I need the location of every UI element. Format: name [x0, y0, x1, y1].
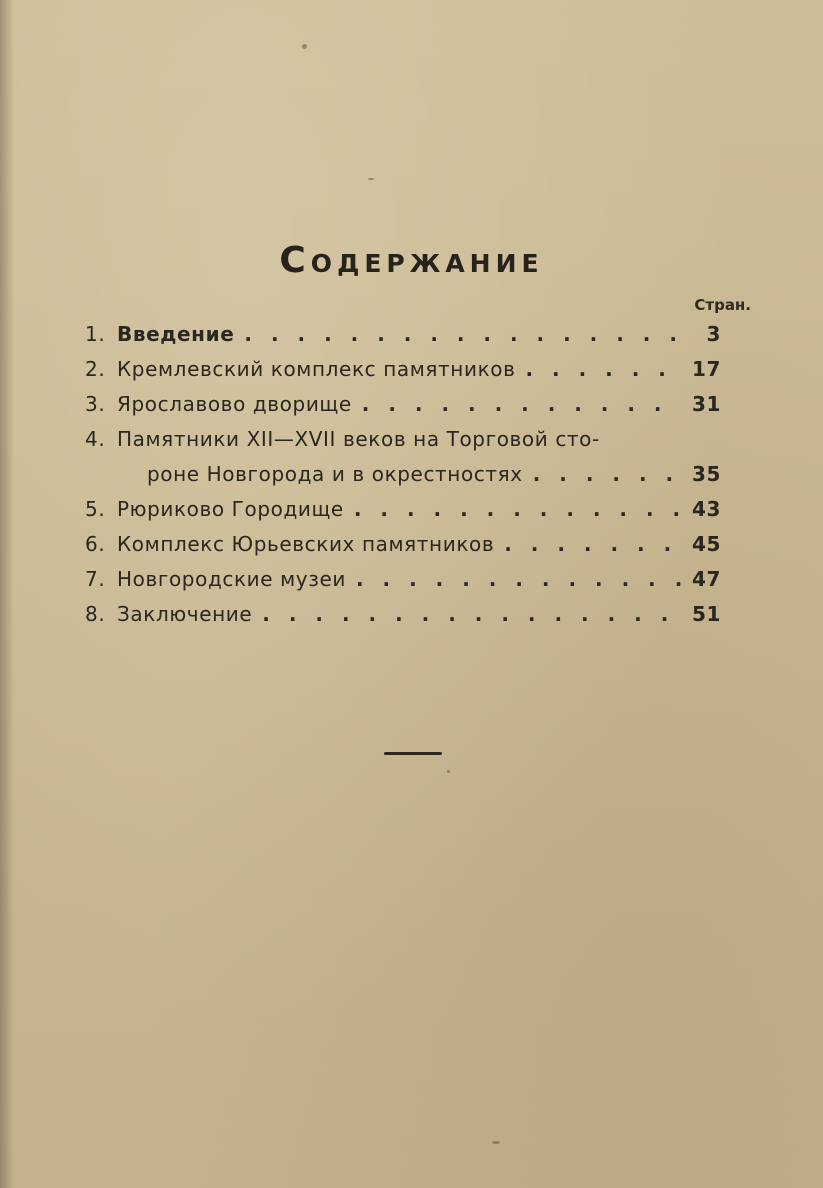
toc-entry-title: Рюриково Городище: [117, 497, 344, 521]
toc-entry-number: 1.: [85, 322, 106, 346]
toc-entry-title: Комплекс Юрьевских памятников: [117, 532, 495, 556]
toc-leader-dots: [354, 497, 681, 521]
toc-entry-5: [85, 497, 721, 532]
toc-leader-dots: [504, 532, 681, 556]
toc-entry-title: Ярославово дворище: [117, 392, 352, 416]
toc-entry-number: 7.: [85, 567, 106, 591]
toc-entry-8: [85, 602, 721, 637]
toc-entry-2: [85, 357, 721, 392]
page-title: Содержание: [279, 240, 544, 281]
paper-speck: [492, 1141, 500, 1144]
toc-entry-page: 31: [691, 392, 721, 416]
toc-leader-dots: [356, 567, 681, 591]
toc-entry-4-continuation: [85, 462, 721, 497]
toc-entry-page: 17: [691, 357, 721, 381]
toc-entry-title: Кремлевский комплекс памятников: [117, 357, 516, 381]
toc-leader-dots: [533, 462, 681, 486]
toc-entry-title: Новгородские музеи: [117, 567, 346, 591]
toc-entry-title: Введение: [117, 322, 235, 346]
toc-entry-4: [85, 427, 721, 462]
toc-entry-page: 47: [691, 567, 721, 591]
toc-entry-title: Памятники XII—XVII веков на Торговой сто-: [117, 427, 600, 451]
paper-speck: [302, 44, 307, 49]
page-column-label: Стран.: [694, 296, 751, 314]
toc-leader-dots: [525, 357, 681, 381]
toc-entry-number: 4.: [85, 427, 106, 451]
toc-entry-number: 8.: [85, 602, 106, 626]
toc-leader-dots: [244, 322, 681, 346]
toc-entry-number: 6.: [85, 532, 106, 556]
toc-entry-number: 2.: [85, 357, 106, 381]
toc-entry-title-continuation: роне Новгорода и в окрестностях: [147, 462, 523, 486]
paper-speck: [447, 770, 450, 773]
toc-entry-number: 3.: [85, 392, 106, 416]
toc-entry-3: [85, 392, 721, 427]
toc-entry-1: [85, 322, 721, 357]
toc-entry-7: [85, 567, 721, 602]
toc-leader-dots: [362, 392, 681, 416]
toc-entry-number: 5.: [85, 497, 106, 521]
table-of-contents: [85, 322, 721, 637]
toc-entry-page: 43: [691, 497, 721, 521]
toc-entry-title: Заключение: [117, 602, 253, 626]
divider-ornament: [384, 752, 442, 755]
toc-entry-page: 51: [691, 602, 721, 626]
toc-entry-page: 35: [691, 462, 721, 486]
toc-entry-6: [85, 532, 721, 567]
spine-shadow: [0, 0, 14, 1188]
toc-entry-page: 3: [706, 322, 721, 346]
toc-leader-dots: [262, 602, 681, 626]
toc-entry-page: 45: [691, 532, 721, 556]
paper-speck: [368, 178, 374, 180]
